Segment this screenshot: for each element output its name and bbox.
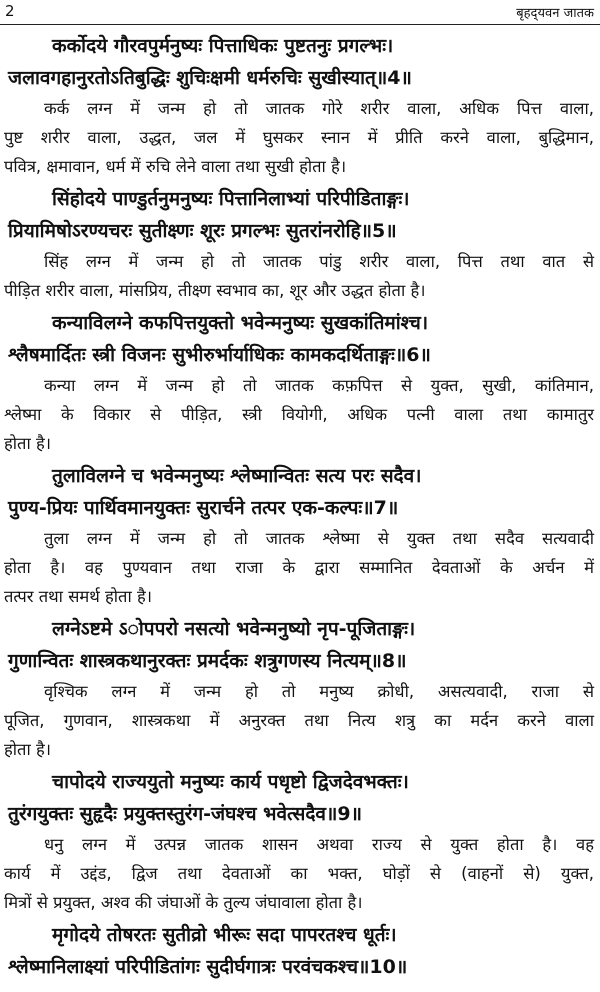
commentary-line: कन्या लग्न में जन्म हो तो जातक कफ़पित्त से युक्त, सुखी, कांतिमान, xyxy=(44,376,594,395)
verse-section xyxy=(0,460,600,611)
verse-section xyxy=(0,30,600,181)
commentary-line: कर्क लग्न में जन्म हो तो जातक गोरे शरीर वाला, अधिक पित्त वाला, xyxy=(44,99,594,118)
commentary-line: पवित्र, क्षमावान, धर्म में रुचि लेने वाला तथा सुखी होता है। xyxy=(4,157,347,176)
verse-section xyxy=(0,766,600,917)
verse-section xyxy=(0,307,600,458)
sanskrit-verse-line: श्लैषमार्दितः स्त्री विजनः सुभीरुर्भार्याधिकः कामकदर्थिताङ्गः॥6॥ xyxy=(8,344,431,366)
commentary-line: पुष्ट शरीर वाला, उद्धत, जल में घुसकर स्नान में प्रीति करने वाला, बुद्धिमान, xyxy=(4,128,594,147)
commentary-line: होता है। वह पुण्यवान तथा राजा के द्वारा सम्मानित देवताओं के अर्चन में xyxy=(4,558,594,577)
commentary-line: होता है। xyxy=(4,740,51,759)
page-content xyxy=(0,30,600,983)
sanskrit-verse-line: गुणान्वितः शास्त्रकथानुरक्तः प्रमर्दकः शत्रुगणस्य नित्यम्‌॥8॥ xyxy=(8,650,407,672)
commentary-line: तुला लग्न में जन्म हो तो जातक श्लेष्मा से युक्त तथा सदैव सत्यवादी xyxy=(44,529,594,548)
page-number: 2 xyxy=(5,2,15,20)
sanskrit-verse-line: जलावगहानुरतोऽतिबुद्धिः शुचिःक्षमी धर्मरुचिः सुखीस्यात्‌॥4॥ xyxy=(8,67,412,89)
page-header xyxy=(0,0,600,25)
sanskrit-verse-line: प्रियामिषोऽरण्यचरः सुतीक्ष्णः शूरः प्रगल्भः सुतरांनरोहि॥5॥ xyxy=(8,220,397,242)
sanskrit-verse-line: तुरंगयुक्तः सुहृदैः प्रयुक्तस्तुरंग-जंघश्च भवेत्सदैव॥9॥ xyxy=(8,803,362,825)
commentary-line: तत्पर तथा समर्थ होता है। xyxy=(4,587,152,606)
hindi-commentary xyxy=(0,371,600,458)
commentary-line: पीड़ित शरीर वाला, मांसप्रिय, तीक्ष्ण स्वभाव का, शूर और उद्धत होता है। xyxy=(4,281,426,300)
verse-section xyxy=(0,613,600,764)
hindi-commentary xyxy=(0,94,600,181)
verse-section xyxy=(0,183,600,305)
commentary-line: होता है। xyxy=(4,434,51,453)
hindi-commentary xyxy=(0,247,600,305)
commentary-line: वृश्चिक लग्न में जन्म हो तो मनुष्य क्रोधी, असत्यवादी, राजा से xyxy=(44,682,594,701)
sanskrit-verse-line: चापोदये राज्ययुतो मनुष्यः कार्य पधृष्टो द्विजदेवभक्तः। xyxy=(52,771,409,793)
sanskrit-verse-line: लग्नेऽष्टमे ऽोपपरो नसत्यो भवेन्मनुष्यो नृप-पूजिताङ्गः। xyxy=(52,618,416,640)
commentary-line: कार्य में उद्दंड, द्विज तथा देवताओं का भक्त, घोड़ों से (वाहनों से) युक्त, xyxy=(4,864,594,883)
commentary-line: श्लेष्मा के विकार से पीड़ित, स्त्री वियोगी, अधिक पत्नी वाला तथा कामातुर xyxy=(4,405,594,424)
commentary-line: पूजित, गुणवान, शास्त्रकथा में अनुरक्त तथा नित्य शत्रु का मर्दन करने वाला xyxy=(4,711,594,730)
commentary-line: मित्रों से प्रयुक्त, अश्व की जंघाओं के तुल्य जंघावाला होता है। xyxy=(4,893,363,912)
commentary-line: सिंह लग्न में जन्म हो तो जातक पांडु शरीर वाला, पित्त तथा वात से xyxy=(44,252,594,271)
sanskrit-verse-line: पुण्य-प्रियः पार्थिवमानयुक्तः सुरार्चने तत्पर एक-कल्पः॥7॥ xyxy=(8,497,399,519)
running-title: बृहद्‌यवन जातक xyxy=(516,6,594,21)
sanskrit-verse-line: तुलाविलग्ने च भवेन्मनुष्यः श्लेष्मान्वितः सत्य परः सदैव। xyxy=(52,465,422,487)
hindi-commentary xyxy=(0,830,600,917)
sanskrit-verse-line: कर्कोदये गौरवपुर्मनुष्यः पित्ताधिकः पुष्टतनुः प्रगल्भः। xyxy=(52,35,394,57)
commentary-line: धनु लग्न में उत्पन्न जातक शासन अथवा राज्य से युक्त होता है। वह xyxy=(44,835,594,854)
sanskrit-verse-line: श्लेष्मानिलाक्ष्यां परिपीडितांगः सुदीर्घगात्रः परवंचकश्च॥10॥ xyxy=(8,956,408,978)
hindi-commentary xyxy=(0,524,600,611)
sanskrit-verse-line: मृगोदये तोषरतः सुतीव्रो भीरूः सदा पापरतश्च धूर्तः। xyxy=(52,924,397,946)
sanskrit-verse-line: सिंहोदये पाण्डुर्तनुमनुष्यः पित्तानिलाभ्यां परिपीडिताङ्गः। xyxy=(52,188,410,210)
hindi-commentary xyxy=(0,677,600,764)
sanskrit-verse-line: कन्याविलग्ने कफपित्तयुक्तो भवेन्मनुष्यः सुखकांतिमांश्च। xyxy=(52,312,429,334)
verse-section xyxy=(0,919,600,983)
